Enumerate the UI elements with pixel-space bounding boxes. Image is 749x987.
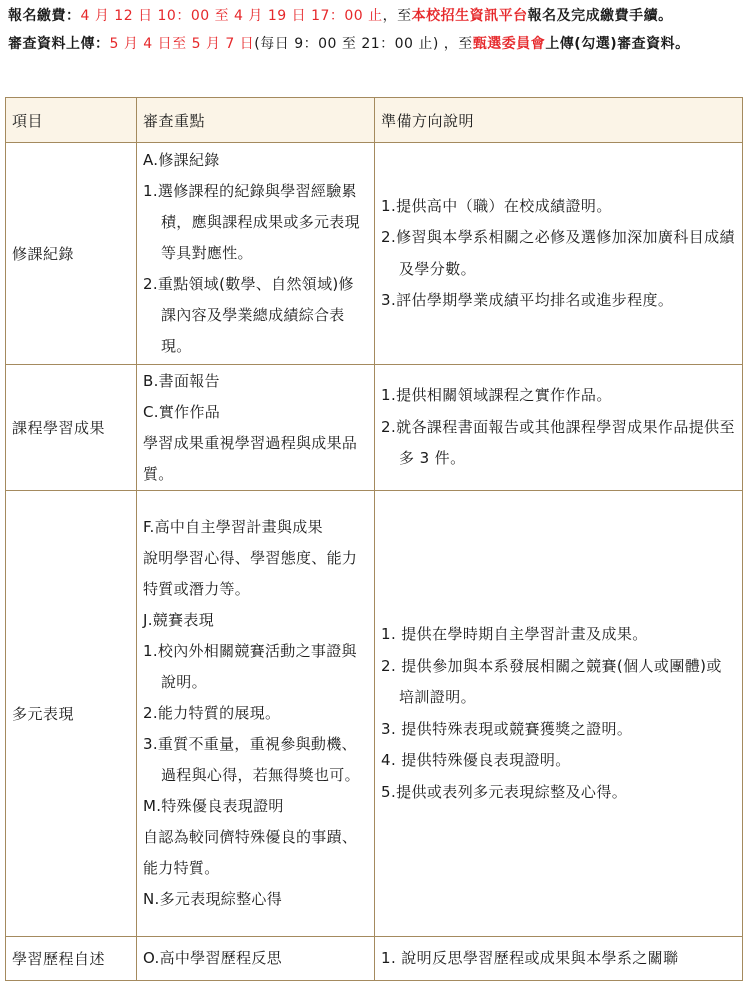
preparation-guide-cell bbox=[375, 491, 743, 937]
upload-notice bbox=[8, 34, 690, 54]
review-focus-cell bbox=[137, 365, 375, 491]
table-row bbox=[6, 365, 743, 491]
notice-segment: 報名繳費： bbox=[8, 8, 81, 24]
table-row bbox=[6, 491, 743, 937]
row-item-name: 學習歷程自述 bbox=[6, 937, 137, 981]
preparation-guide-line: 2.修習與本學系相關之必修及選修加深加廣科目成績及學分數。 bbox=[381, 228, 735, 278]
preparation-guide-line: 2. 提供參加與本系發展相關之競賽(個人或團體)或培訓證明。 bbox=[381, 656, 722, 706]
preparation-guide-line: 2.就各課程書面報告或其他課程學習成果作品提供至多 3 件。 bbox=[381, 417, 735, 468]
preparation-guide-line: 5.提供或表列多元表現綜整及心得。 bbox=[381, 782, 628, 801]
review-focus-cell bbox=[137, 491, 375, 937]
header-item: 項目 bbox=[6, 98, 137, 143]
review-criteria-table bbox=[5, 97, 743, 981]
table-body bbox=[6, 143, 743, 981]
review-focus-line: 說明學習心得、學習態度、能力特質或潛力等。 bbox=[143, 549, 358, 598]
preparation-guide-line: 1.提供相關領域課程之實作作品。 bbox=[381, 386, 612, 405]
row-item-name: 多元表現 bbox=[6, 491, 137, 937]
preparation-guide-line: 4. 提供特殊優良表現證明。 bbox=[381, 751, 571, 769]
preparation-guide-line: 3.評估學期學業成績平均排名或進步程度。 bbox=[381, 291, 674, 309]
review-focus-line: 自認為較同儕特殊優良的事蹟、能力特質。 bbox=[143, 828, 358, 877]
review-focus-line: 3.重質不重量，重視參與動機、過程與心得，若無得獎也可。 bbox=[143, 735, 360, 784]
notice-segment: (每日 9：00 至 21：00 止) ，至 bbox=[254, 36, 473, 52]
notice-segment: 5 月 4 日至 5 月 7 日 bbox=[109, 36, 255, 52]
row-item-name: 修課紀錄 bbox=[6, 143, 137, 365]
header-preparation-guide: 準備方向說明 bbox=[375, 98, 743, 143]
table-row bbox=[6, 937, 743, 981]
review-focus-line: 2.能力特質的展現。 bbox=[143, 704, 281, 722]
review-focus-cell bbox=[137, 143, 375, 365]
notice-segment: 4 月 12 日 10：00 至 4 月 19 日 17：00 止 bbox=[80, 8, 383, 24]
review-focus-line: J.競賽表現 bbox=[143, 611, 214, 629]
review-focus-line: C.實作作品 bbox=[143, 402, 221, 421]
preparation-guide-cell bbox=[375, 937, 743, 981]
preparation-guide-cell bbox=[375, 365, 743, 491]
notice-segment: ，至 bbox=[382, 8, 412, 24]
review-focus-line: F.高中自主學習計畫與成果 bbox=[143, 518, 323, 536]
preparation-guide-line: 1.提供高中（職）在校成績證明。 bbox=[381, 196, 612, 215]
review-focus-line: M.特殊優良表現證明 bbox=[143, 797, 284, 815]
preparation-guide-line: 3. 提供特殊表現或競賽獲獎之證明。 bbox=[381, 719, 633, 738]
review-focus-line: A.修課紀錄 bbox=[143, 151, 220, 169]
review-focus-line: O.高中學習歷程反思 bbox=[143, 949, 282, 967]
review-focus-line: N.多元表現綜整心得 bbox=[143, 890, 282, 908]
table-header-row bbox=[6, 98, 743, 143]
row-item-name: 課程學習成果 bbox=[6, 365, 137, 491]
notice-segment: 審查資料上傳： bbox=[8, 36, 110, 52]
preparation-guide-line: 1. 提供在學時期自主學習計畫及成果。 bbox=[381, 625, 648, 643]
preparation-guide-cell bbox=[375, 143, 743, 365]
review-focus-line: B.書面報告 bbox=[143, 371, 220, 390]
review-focus-line: 1.校內外相關競賽活動之事證與說明。 bbox=[143, 642, 357, 691]
table-row bbox=[6, 143, 743, 365]
preparation-guide-line: 1. 說明反思學習歷程或成果與本學系之關聯 bbox=[381, 949, 679, 967]
notice-segment: 本校招生資訊平台 bbox=[411, 8, 528, 24]
notice-segment: 上傳(勾選)審查資料。 bbox=[545, 36, 690, 52]
review-focus-line: 2.重點領域(數學、自然領域)修課內容及學業總成績綜合表現。 bbox=[143, 275, 354, 355]
registration-notice bbox=[8, 6, 673, 26]
notice-segment: 甄選委員會 bbox=[472, 36, 546, 52]
header-review-focus: 審查重點 bbox=[137, 98, 375, 143]
review-focus-line: 1.選修課程的紀錄與學習經驗累積，應與課程成果或多元表現等具對應性。 bbox=[143, 182, 360, 262]
notice-segment: 報名及完成繳費手續。 bbox=[527, 8, 673, 24]
review-focus-cell bbox=[137, 937, 375, 981]
review-focus-line: 學習成果重視學習過程與成果品質。 bbox=[143, 433, 358, 483]
